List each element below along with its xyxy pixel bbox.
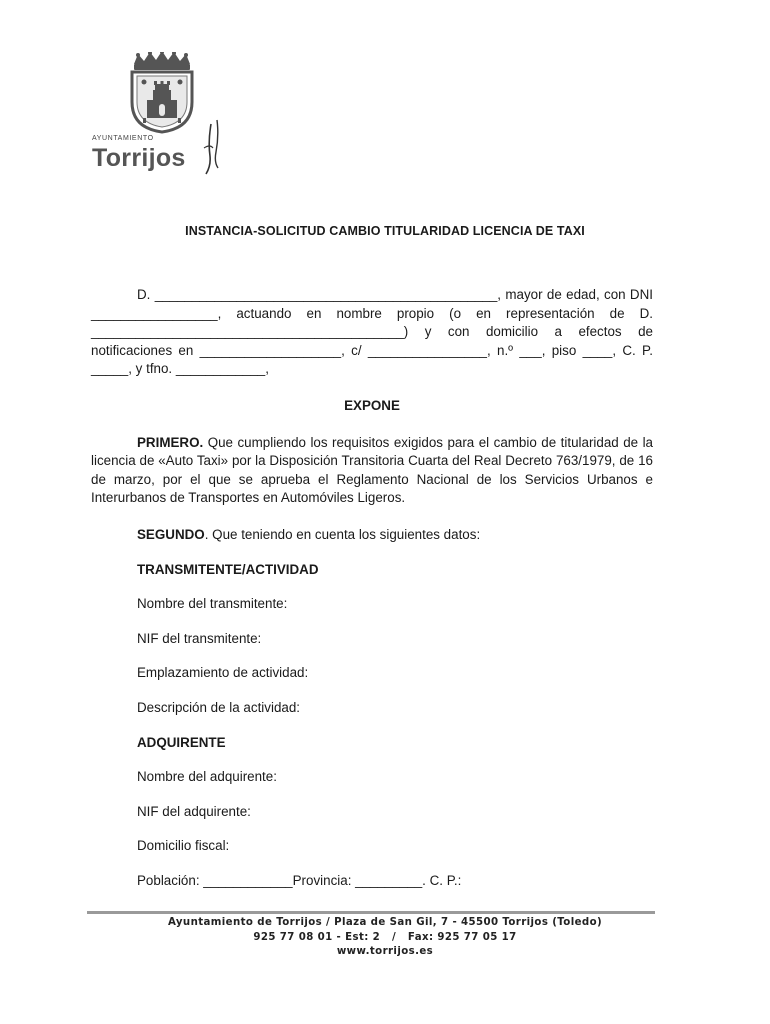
primero-paragraph: [91, 434, 653, 508]
fiscal-address-field: Domicilio fiscal:: [137, 838, 230, 854]
footer-address: Ayuntamiento de Torrijos / Plaza de San Gil, 7 - 45500 Torrijos (Toledo): [167, 917, 603, 928]
intro-paragraph: D. ______________________________________________, mayor de edad, con DNI _________________, actuando en nombre propio (o en representación de D. __________________________________________) y con domicilio a efectos de notificaciones en ___________________, c/ ________________, n.º ___, piso ____, C. P. _____, y tfno. ____________,: [91, 287, 653, 377]
transmitente-name-field: Nombre del transmitente:: [137, 596, 288, 612]
document-title: INSTANCIA-SOLICITUD CAMBIO TITULARIDAD LICENCIA DE TAXI: [185, 224, 585, 238]
logo-caption: AYUNTAMIENTO: [92, 135, 154, 142]
municipal-logo: [92, 52, 232, 177]
document-body: [91, 286, 653, 890]
logo-town-name: Torrijos: [92, 144, 186, 172]
transmitente-heading: TRANSMITENTE/ACTIVIDAD: [137, 561, 319, 577]
footer-phone-fax: 925 77 08 01 - Est: 2 / Fax: 925 77 05 17: [253, 931, 517, 943]
footer-website-link[interactable]: www.torrijos.es: [336, 946, 434, 957]
primero-label: PRIMERO.: [137, 434, 204, 450]
expone-heading: EXPONE: [344, 397, 400, 413]
adquirente-name-field: Nombre del adquirente:: [137, 769, 277, 785]
footer-divider: [87, 911, 655, 914]
footer: [0, 916, 770, 960]
segundo-label: SEGUNDO: [137, 526, 205, 542]
segundo-paragraph: [91, 526, 653, 545]
adquirente-heading: ADQUIRENTE: [137, 734, 226, 750]
adquirente-nif-field: NIF del adquirente:: [137, 803, 251, 819]
activity-description-field: Descripción de la actividad:: [137, 699, 301, 715]
segundo-text: . Que teniendo en cuenta los siguientes datos:: [204, 526, 481, 542]
activity-location-field: Emplazamiento de actividad:: [137, 665, 309, 681]
transmitente-nif-field: NIF del transmitente:: [137, 630, 262, 646]
town-province-postcode-field: Población: ____________Provincia: _________. C. P.:: [137, 872, 462, 888]
primero-text: Que cumpliendo los requisitos exigidos para el cambio de titularidad de la licencia de «Auto Taxi» por la Disposición Transitoria Cuarta del Real Decreto 763/1979, de 16 de marzo, por el que se aprueba el Reglamento Nacional de los Servicios Urbanos e Interurbanos de Transportes en Automóviles Ligeros.: [91, 434, 653, 506]
